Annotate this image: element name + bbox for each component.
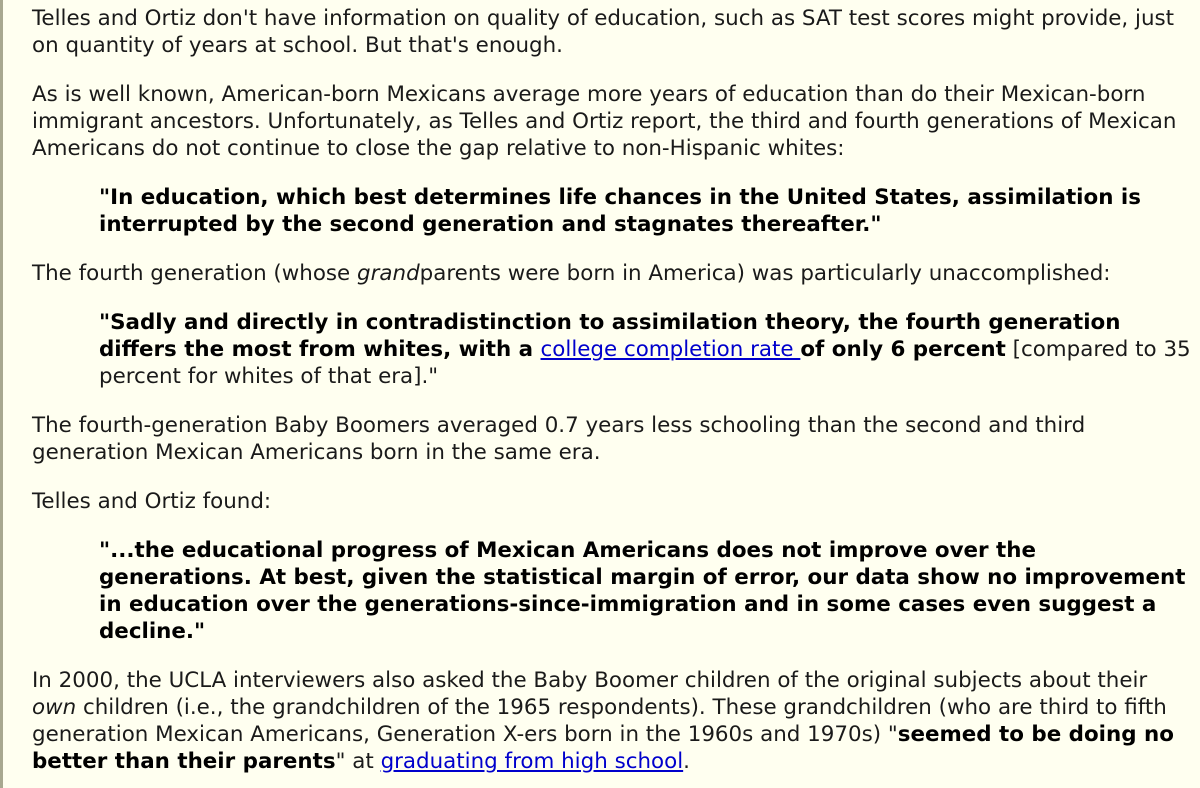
blockquote-college-completion xyxy=(99,309,1194,390)
blockquote-educational-progress xyxy=(99,537,1194,645)
p3-text-after: parents were born in America) was particularly unaccomplished: xyxy=(419,261,1111,286)
graduating-high-school-link[interactable]: graduating from high school xyxy=(380,749,684,774)
blockquote-assimilation-interrupted xyxy=(99,184,1194,238)
left-border xyxy=(0,0,3,788)
p3-emphasis-grand: grand xyxy=(357,261,420,286)
college-completion-rate-link[interactable]: college completion rate xyxy=(540,337,801,362)
p3-text-before: The fourth generation (whose xyxy=(32,261,358,286)
quote-educational-progress-text: "...the educational progress of Mexican Americans does not improve over the generations. At best, given the statistical margin of error, our data show no improvement in education over the generations-since-immigration and in some cases even suggest a decline." xyxy=(99,538,1186,644)
paragraph-telles-ortiz-found: Telles and Ortiz found: xyxy=(32,489,272,514)
paragraph-quality-of-education: Telles and Ortiz don't have information on quality of education, such as SAT test scores might provide, just on quantity of years at school. But that's enough. xyxy=(32,6,1175,58)
p6-text-middle: children (i.e., the grandchildren of the 1965 respondents). These grandchildren (who are third to fifth generation Mexican Americans, Generation X-ers born in the 1960s and 1970s) " xyxy=(32,695,1167,747)
p6-text-before: In 2000, the UCLA interviewers also asked the Baby Boomer children of the original subjects about their xyxy=(32,668,1148,693)
p6-bold-quote: seemed to be doing no better than their parents xyxy=(32,722,1174,774)
p6-emphasis-own: own xyxy=(32,695,77,720)
p6-text-end: . xyxy=(683,749,690,774)
quote2-bold-before: "Sadly and directly in contradistinction to assimilation theory, the fourth generation differs the most from whites, with a xyxy=(99,310,1121,362)
paragraph-generations-gap: As is well known, American-born Mexicans average more years of education than do their Mexican-born immigrant ancestors. Unfortunately, as Telles and Ortiz report, the third and fourth generations of Mexican Americans do not continue to close the gap relative to non-Hispanic whites: xyxy=(32,82,1177,161)
paragraph-ucla-interviewers xyxy=(32,667,1194,775)
quote-assimilation-text: "In education, which best determines life chances in the United States, assimilation is interrupted by the second generation and stagnates thereafter." xyxy=(99,185,1141,237)
article-body xyxy=(32,5,1194,788)
quote2-bold-after: of only 6 percent xyxy=(800,337,1006,362)
p6-text-after-bold: " at xyxy=(335,749,381,774)
paragraph-baby-boomers-schooling: The fourth-generation Baby Boomers averaged 0.7 years less schooling than the second and third generation Mexican Americans born in the same era. xyxy=(32,413,1086,465)
quote2-plain-text: [compared to 35 percent for whites of that era]." xyxy=(99,337,1191,389)
paragraph-fourth-generation xyxy=(32,260,1194,287)
